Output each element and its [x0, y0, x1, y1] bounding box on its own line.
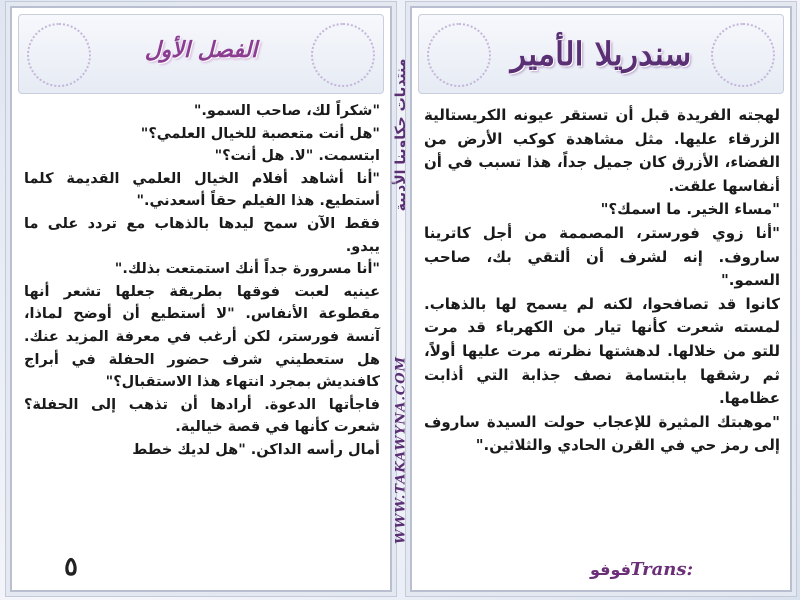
left-page-header — [18, 14, 384, 94]
right-page — [410, 6, 792, 592]
paragraph: كانوا قد تصافحوا، لكنه لم يسمح لها بالذهاب. لمسته شعرت كأنها تيار من الكهرباء قد مرت للتو من خلالها. لدهشتها نظرته مرت عليها أولاً، ثم رشقها بابتسامة نصف جذابة التي أذابت عظامها. — [424, 294, 780, 408]
paragraph: "هل أنت متعصبة للخيال العلمي؟" — [140, 125, 380, 142]
paragraph: عينيه لعبت فوقها بطريقة جعلها تشعر أنها مقطوعة الأنفاس. "لا أستطيع أن أوضح لماذا، آنسة فورستر، لكن أرغب في معرفة المزيد عنك. هل ستعطيني شرف حضور الحفلة في أبراج كافنديش بمجرد انتهاء هذا الاستقبال؟" — [24, 283, 380, 391]
paragraph: ابتسمت. "لا. هل أنت؟" — [214, 148, 380, 165]
paragraph: فاجأتها الدعوة. أرادها أن تذهب إلى الحفلة؟ شعرت كأنها في قصة خيالية. — [24, 396, 380, 436]
left-page — [10, 6, 392, 592]
paragraph: "مساء الخير. ما اسمك؟" — [600, 200, 780, 219]
page-number: ٥ — [64, 552, 78, 582]
left-page-text — [24, 100, 380, 550]
paragraph: "أنا مسرورة جداً أنك استمتعت بذلك." — [114, 261, 380, 278]
translator-name: فوفو — [590, 560, 632, 579]
chapter-title: الفصل الأول — [144, 37, 258, 63]
translator-label: Trans: — [630, 559, 694, 580]
paragraph: "أنا أشاهد أفلام الخيال العلمي القديمة كلما أستطيع. هذا الفيلم حقاً أسعدني." — [24, 170, 380, 210]
paragraph: أمال رأسه الداكن. "هل لديك خطط — [132, 441, 380, 458]
paragraph: لهجته الفريدة قبل أن تستقر عيونه الكريستالية الزرقاء عليها. مثل مشاهدة كوكب الأرض من الفضاء، الأزرق كان جميل جداً، هذا تسبب في أن أنفاسها علقت. — [424, 106, 780, 195]
paragraph: "موهبتك المثيرة للإعجاب حولت السيدة ساروف إلى رمز حي في القرن الحادي والثلاثين." — [424, 412, 780, 455]
paragraph: "أنا زوي فورستر، المصممة من أجل كاترينا ساروف. إنه لشرف أن ألتقي بك، صاحب السمو." — [424, 223, 780, 290]
paragraph: "شكراً لك، صاحب السمو." — [193, 103, 380, 119]
right-page-header — [418, 14, 784, 94]
paragraph: فقط الآن سمح ليدها بالذهاب مع تردد على ما يبدو. — [24, 215, 380, 255]
right-page-text — [424, 104, 780, 550]
spine-url: WWW.TAKAWYNA.COM — [393, 356, 409, 544]
translator-credit — [420, 554, 778, 584]
book-title: سندريلا الأمير — [510, 35, 692, 73]
spine-forum-title: منتديات حكاوينا الأدبية — [393, 58, 409, 212]
